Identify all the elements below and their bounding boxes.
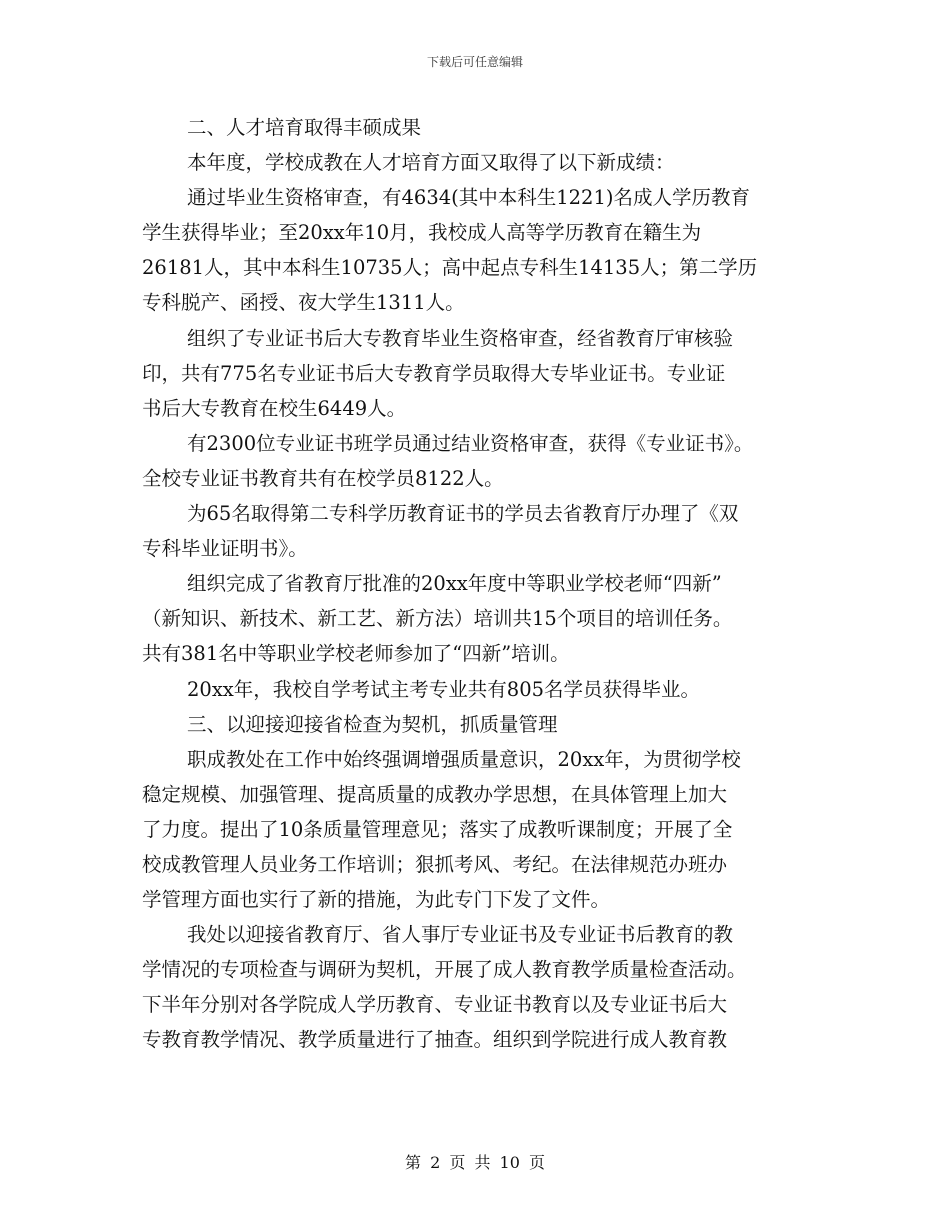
body-line: 学情况的专项检查与调研为契机，开展了成人教育教学质量检查活动。 [142, 958, 747, 982]
body-line: 共有381名中等职业学校老师参加了“四新”培训。 [142, 642, 570, 666]
body-line: （新知识、新技术、新工艺、新方法）培训共15个项目的培训任务。 [142, 607, 733, 631]
body-line: 了力度。提出了10条质量管理意见；落实了成教听课制度；开展了全 [142, 817, 733, 841]
body-line: 我处以迎接省教育厅、省人事厅专业证书及专业证书后教育的教 [187, 923, 734, 947]
body-line: 专教育教学情况、教学质量进行了抽查。组织到学院进行成人教育教 [142, 1028, 728, 1052]
body-line: 组织了专业证书后大专教育毕业生资格审查，经省教育厅审核验 [187, 326, 734, 350]
body-line: 印，共有775名专业证书后大专教育学员取得大专毕业证书。专业证 [142, 361, 726, 385]
body-line: 专科毕业证明书》。 [142, 537, 308, 561]
body-line: 书后大专教育在校生6449人。 [142, 396, 407, 420]
body-line: 20xx年，我校自学考试主考专业共有805名学员获得毕业。 [187, 677, 701, 701]
body-line: 校成教管理人员业务工作培训；狠抓考风、考纪。在法律规范办班办 [142, 852, 728, 876]
body-line: 稳定规模、加强管理、提高质量的成教办学思想，在具体管理上加大 [142, 782, 728, 806]
body-line: 职成教处在工作中始终强调增强质量意识，20xx年，为贯彻学校 [187, 747, 741, 771]
body-line: 下半年分别对各学院成人学历教育、专业证书教育以及专业证书后大 [142, 993, 728, 1017]
body-line: 有2300位专业证书班学员通过结业资格审查，获得《专业证书》。 [187, 431, 754, 455]
body-line: 学管理方面也实行了新的措施，为此专门下发了文件。 [142, 888, 611, 912]
body-line: 二、人才培育取得丰硕成果 [187, 116, 422, 139]
body-line: 专科脱产、函授、夜大学生1311人。 [142, 291, 465, 315]
page-footer: 第 2 页 共 10 页 [405, 1153, 545, 1172]
body-line: 通过毕业生资格审查，有4634(其中本科生1221)名成人学历教育 [187, 186, 750, 210]
body-line: 为65名取得第二专科学历教育证书的学员去省教育厅办理了《双 [187, 502, 739, 526]
body-line: 26181人，其中本科生10735人；高中起点专科生14135人；第二学历 [142, 256, 758, 280]
body-line: 组织完成了省教育厅批准的20xx年度中等职业学校老师“四新” [187, 572, 722, 596]
body-line: 全校专业证书教育共有在校学员8122人。 [142, 466, 504, 490]
document-body [142, 110, 808, 1058]
body-line: 三、以迎接迎接省检查为契机，抓质量管理 [187, 712, 558, 736]
body-line: 本年度，学校成教在人才培育方面又取得了以下新成绩： [187, 151, 675, 175]
page-header: 下载后可任意编辑 [426, 55, 523, 69]
body-line: 学生获得毕业；至20xx年10月，我校成人高等学历教育在籍生为 [142, 221, 702, 245]
